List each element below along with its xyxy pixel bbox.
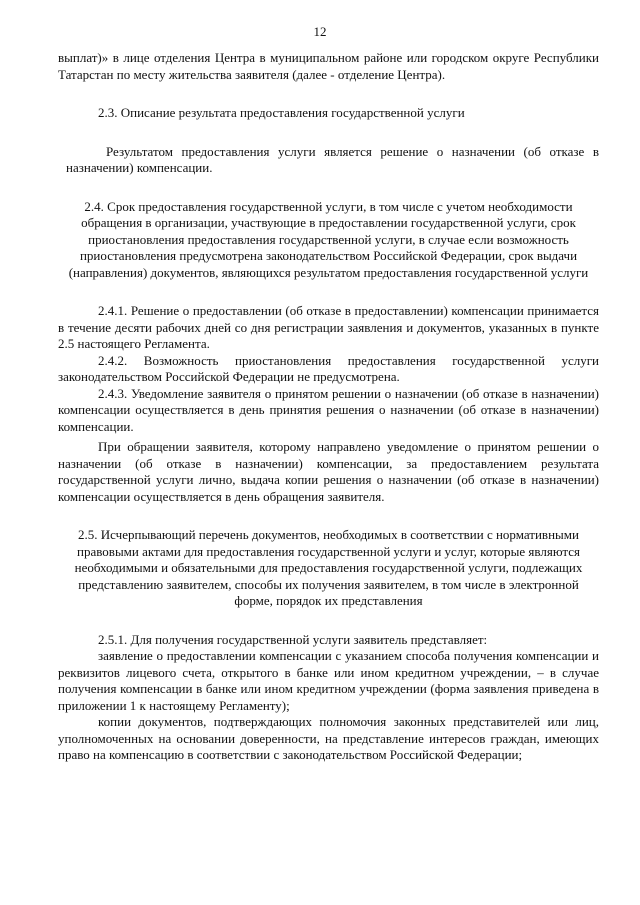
paragraph-2-4-2: 2.4.2. Возможность приостановления предоставления государственной услуги законодательством Российской Федерации не предусмотрена. [58,352,599,384]
section-2-3-heading: 2.3. Описание результата предоставления государственной услуги [98,105,465,120]
copies-paragraph: копии документов, подтверждающих полномочия законных представителей или лиц, уполномоченных на основании доверенности, на представление интересов граждан, имеющих право на компенсацию в соответствии с законодательством Российской Федерации; [58,714,599,762]
result-paragraph: Результатом предоставления услуги является решение о назначении (об отказе в назначении) компенсации. [66,143,599,175]
intro-continuation-paragraph: выплат)» в лице отделения Центра в муниципальном районе или городском округе Республики Татарстан по месту жительства заявителя (далее - отделение Центра). [58,50,599,82]
document-body [58,50,599,764]
section-2-5-heading: 2.5. Исчерпывающий перечень документов, необходимых в соответствии с нормативными правовыми актами для предоставления государственной услуги и услуг, которые являются необходимыми и обязательными для предоставления государственной услуги, подлежащих представлению заявителем, способы их получения заявителем, в том числе в электронной форме, порядок их представления [74,527,583,608]
appeal-paragraph: При обращении заявителя, которому направлено уведомление о принятом решении о назначении (об отказе в назначении) компенсации, за предоставлением результата государственной услуги лично, выдача копии решения о назначении (об отказе в назначении) компенсации осуществляется в день обращения заявителя. [58,439,599,504]
paragraph-2-4-3: 2.4.3. Уведомление заявителя о принятом решении о назначении (об отказе в назначении) компенсации осуществляется в день принятия решения о назначении (об отказе в назначении) компенсации. [58,385,599,434]
paragraph-2-5-1: 2.5.1. Для получения государственной услуги заявитель представляет: [98,631,488,647]
section-2-4-heading: 2.4. Срок предоставления государственной услуги, в том числе с учетом необходимости обращения в организации, участвующие в предоставлении государственной услуги, срок приостановления предоставления государственной услуги, в случае если возможность приостановления предусмотрена законодательством Российской Федерации, срок выдачи (направления) документов, являющихся результатом предоставления государственной услуги [68,198,589,280]
paragraph-2-4-1: 2.4.1. Решение о предоставлении (об отказе в предоставлении) компенсации принимается в течение десяти рабочих дней со дня регистрации заявления и документов, указанных в пункте 2.5 настоящего Регламента. [58,303,599,351]
application-paragraph: заявление о предоставлении компенсации с указанием способа получения компенсации и реквизитов лицевого счета, открытого в банке или ином кредитном учреждении, – в случае получения компенсации в банке или ином кредитном учреждении (форма заявления приведена в приложении 1 к настоящему Регламенту); [58,648,599,713]
page-number: 12 [313,24,327,39]
